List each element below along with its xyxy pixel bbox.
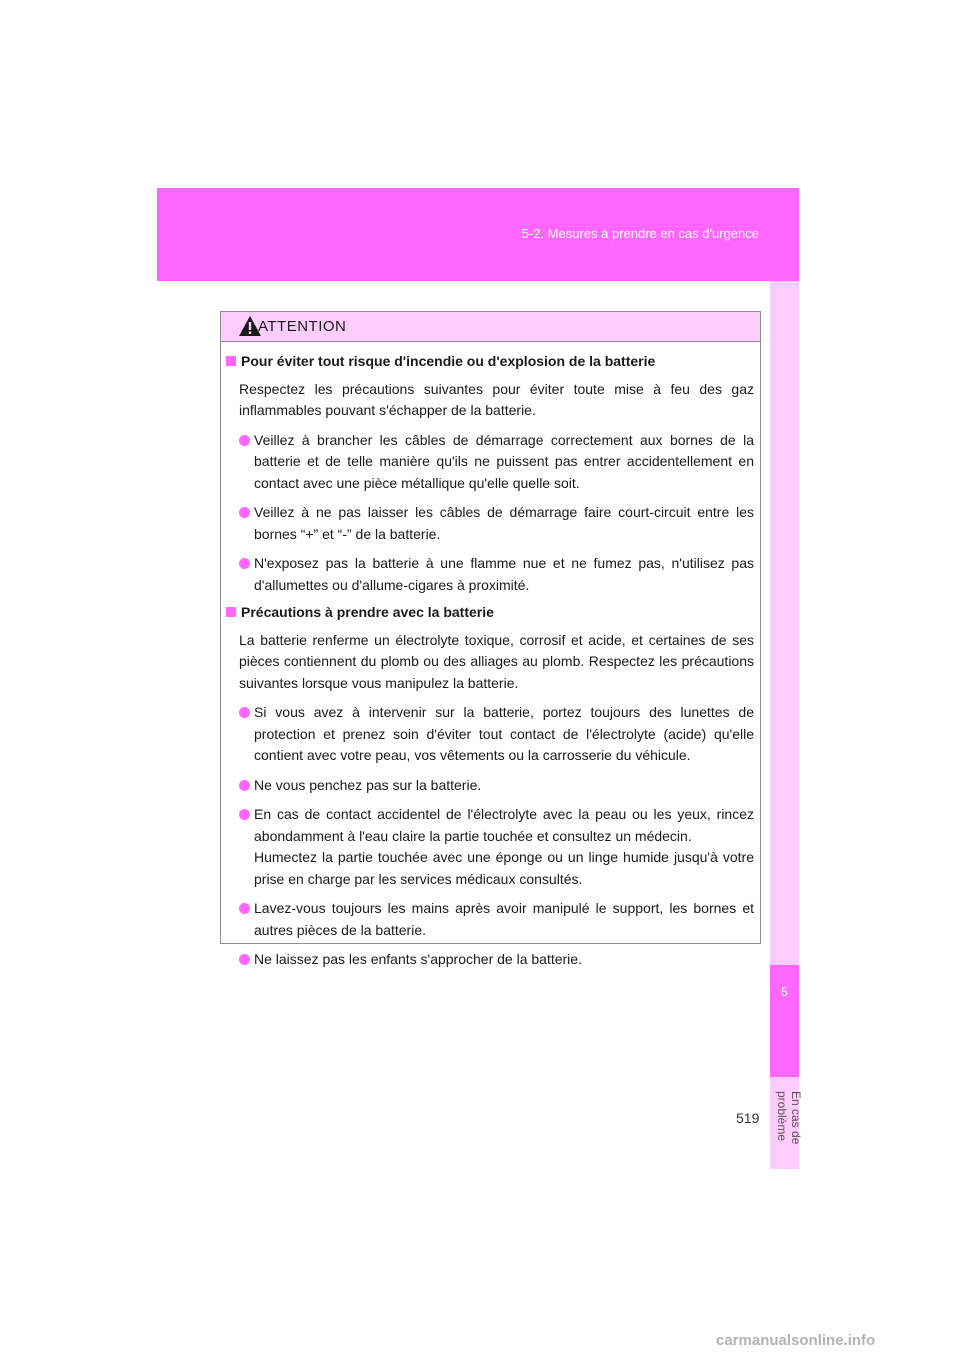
square-bullet-icon: [226, 356, 236, 366]
bullet-text: Veillez à brancher les câbles de démarrage correctement aux bornes de la batterie et de telle manière qu'ils ne puissent pas entrer accidentellement en contact avec une pièce métallique qu'elle quelle soit.: [254, 431, 754, 491]
attention-title: ATTENTION: [258, 318, 347, 335]
attention-header: [221, 312, 760, 342]
bullet-text: Ne vous penchez pas sur la batterie.: [254, 776, 482, 793]
chapter-number-block: [770, 965, 799, 1077]
bullet-text: Lavez-vous toujours les mains après avoir manipulé le support, les bornes et autres pièces de la batterie.: [254, 900, 754, 938]
bullet-text: Veillez à ne pas laisser les câbles de démarrage faire court-circuit entre les bornes “+” et “-” de la batterie.: [254, 504, 754, 542]
section-title: 5-2. Mesures à prendre en cas d'urgence: [521, 226, 759, 241]
section-heading-text: Précautions à prendre avec la batterie: [241, 604, 494, 620]
attention-body: [221, 342, 760, 971]
section-intro: La batterie renferme un électrolyte toxique, corrosif et acide, et certaines de ses pièces contiennent du plomb ou des alliages au plomb. Respectez les précautions suivantes lorsque vous manipulez la batterie.: [239, 631, 754, 691]
section-heading-text: Pour éviter tout risque d'incendie ou d'explosion de la batterie: [241, 353, 656, 369]
bullet-text: Si vous avez à intervenir sur la batterie, portez toujours des lunettes de protection et prenez soin d'éviter tout contact de l'électrolyte (acide) qu'elle contient avec votre peau, vos vêtements ou la carrosserie du véhicule.: [254, 704, 754, 763]
header-band: [157, 188, 799, 281]
bullet-item: [226, 898, 754, 941]
bullet-text: N'exposez pas la batterie à une flamme nue et ne fumez pas, n'utilisez pas d'allumettes ou d'allume-cigares à proximité.: [254, 555, 754, 593]
chapter-number: 5: [781, 985, 788, 999]
watermark: carmanualsonline.info: [716, 1332, 876, 1349]
round-bullet-icon: [239, 903, 250, 914]
bullet-text: Humectez la partie touchée avec une éponge ou un linge humide jusqu'à votre prise en charge par les services médicaux consultés.: [254, 849, 754, 887]
round-bullet-icon: [239, 435, 250, 446]
bullet-item: [226, 502, 754, 545]
bullet-item: [226, 949, 754, 971]
section-intro: Respectez les précautions suivantes pour éviter toute mise à feu des gaz inflammables pouvant s'échapper de la batterie.: [239, 380, 754, 418]
square-bullet-icon: [226, 607, 236, 617]
bullet-item: [226, 804, 754, 890]
attention-box: [220, 311, 761, 967]
round-bullet-icon: [239, 507, 250, 518]
round-bullet-icon: [239, 558, 250, 569]
bullet-text: Ne laissez pas les enfants s'approcher de la batterie.: [254, 951, 582, 967]
page-number: 519: [736, 1110, 760, 1126]
round-bullet-icon: [239, 809, 250, 820]
bullet-text: En cas de contact accidentel de l'électrolyte avec la peau ou les yeux, rincez abondamment à l'eau claire la partie touchée et consultez un médecin.: [254, 806, 754, 844]
round-bullet-icon: [239, 780, 250, 791]
bullet-item: [226, 775, 754, 797]
chapter-side-tab: [770, 281, 803, 1169]
bullet-item: [226, 430, 754, 495]
bullet-item: [226, 553, 754, 596]
section-heading: [226, 351, 754, 373]
chapter-label: En cas de problème: [775, 1091, 803, 1145]
round-bullet-icon: [239, 954, 250, 965]
bullet-item: [226, 702, 754, 767]
section-heading: [226, 602, 754, 624]
round-bullet-icon: [239, 707, 250, 718]
